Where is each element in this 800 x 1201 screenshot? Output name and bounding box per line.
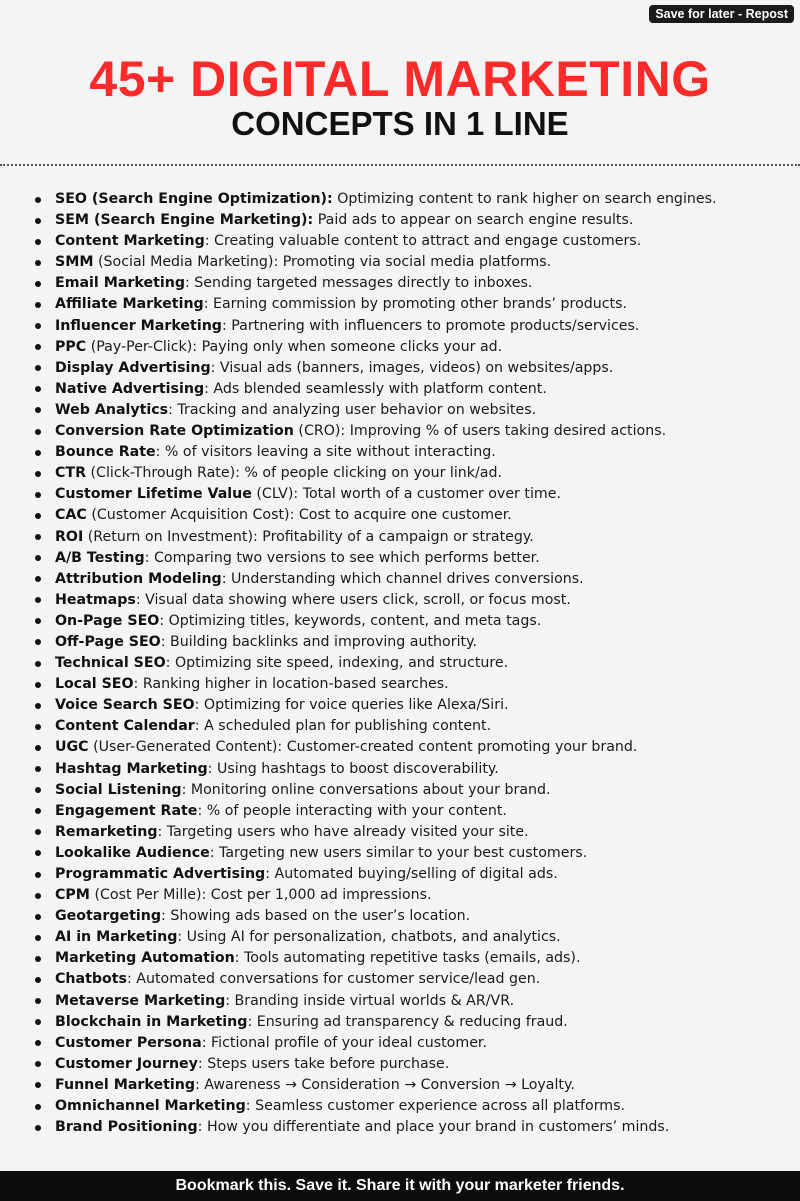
bullet-icon bbox=[35, 365, 41, 371]
concept-description: (Return on Investment): Profitability of a campaign or strategy. bbox=[83, 528, 534, 545]
concept-description: : Branding inside virtual worlds & AR/VR. bbox=[225, 992, 515, 1009]
list-item bbox=[0, 716, 800, 737]
concept-term: ROI bbox=[55, 528, 84, 545]
concept-description: : Monitoring online conversations about your brand. bbox=[181, 781, 551, 798]
concept-term: Content Marketing bbox=[55, 233, 205, 250]
concept-description: : Optimizing titles, keywords, content, and meta tags. bbox=[159, 612, 542, 629]
save-for-later-badge: Save for later - Repost bbox=[649, 5, 794, 23]
bullet-icon bbox=[35, 260, 41, 266]
bullet-icon bbox=[35, 724, 41, 730]
concept-term: Programmatic Advertising bbox=[55, 866, 266, 882]
bullet-icon bbox=[35, 703, 41, 709]
bullet-icon bbox=[35, 850, 41, 856]
page-subtitle: CONCEPTS IN 1 LINE bbox=[231, 105, 569, 142]
concept-description: : Creating valuable content to attract and engage customers. bbox=[204, 233, 642, 250]
bullet-icon bbox=[35, 914, 41, 920]
concept-description: (CLV): Total worth of a customer over time. bbox=[251, 486, 561, 503]
concept-term: Display Advertising bbox=[55, 359, 211, 376]
list-item bbox=[0, 590, 800, 611]
concept-description: : Tracking and analyzing user behavior on websites. bbox=[168, 401, 537, 418]
list-item bbox=[0, 1012, 800, 1033]
bullet-icon bbox=[35, 492, 41, 498]
concept-term: SEM (Search Engine Marketing): bbox=[55, 212, 314, 229]
concept-description: : Automated buying/selling of digital ads. bbox=[265, 866, 558, 882]
concept-description: : Sending targeted messages directly to inboxes. bbox=[184, 275, 533, 292]
concept-term: Content Calendar bbox=[55, 718, 195, 735]
bullet-icon bbox=[35, 618, 41, 624]
concept-term: Customer Journey bbox=[55, 1055, 198, 1072]
concept-term: A/B Testing bbox=[55, 549, 145, 566]
list-item bbox=[0, 442, 800, 463]
concept-description: : How you differentiate and place your brand in customers’ minds. bbox=[197, 1119, 670, 1136]
list-item bbox=[0, 484, 800, 505]
concept-term: Metaverse Marketing bbox=[55, 992, 226, 1009]
list-item bbox=[0, 611, 800, 632]
concept-term: Hashtag Marketing bbox=[55, 760, 208, 777]
list-item bbox=[0, 991, 800, 1012]
list-item bbox=[0, 759, 800, 780]
list-item bbox=[0, 358, 800, 379]
list-item bbox=[0, 1096, 800, 1117]
concept-term: On-Page SEO bbox=[55, 612, 160, 629]
list-item bbox=[0, 822, 800, 843]
concept-term: Voice Search SEO bbox=[55, 697, 195, 714]
concept-term: Web Analytics bbox=[55, 401, 169, 418]
concept-term: Engagement Rate bbox=[55, 802, 198, 819]
concept-description: Optimizing content to rank higher on search engines. bbox=[332, 191, 717, 207]
bullet-icon bbox=[35, 639, 41, 645]
list-item bbox=[0, 400, 800, 421]
concept-description: : Ranking higher in location-based searches. bbox=[133, 676, 449, 693]
concept-term: Customer Lifetime Value bbox=[55, 486, 252, 503]
concept-description: : Ads blended seamlessly with platform content. bbox=[204, 380, 547, 397]
bullet-icon bbox=[35, 1125, 41, 1131]
concept-term: Attribution Modeling bbox=[55, 570, 222, 587]
concept-description: : Visual data showing where users click, scroll, or focus most. bbox=[135, 591, 571, 608]
list-item bbox=[0, 948, 800, 969]
bullet-icon bbox=[35, 302, 41, 308]
list-item bbox=[0, 780, 800, 801]
list-item bbox=[0, 210, 800, 231]
list-item bbox=[0, 231, 800, 252]
list-item bbox=[0, 801, 800, 822]
bullet-icon bbox=[35, 450, 41, 456]
bullet-icon bbox=[35, 787, 41, 793]
list-item bbox=[0, 969, 800, 990]
concept-term: PPC bbox=[55, 338, 87, 355]
concept-description: : Tools automating repetitive tasks (emails, ads). bbox=[234, 950, 581, 967]
list-item bbox=[0, 569, 800, 590]
concept-description: : Optimizing site speed, indexing, and structure. bbox=[165, 655, 509, 672]
list-item bbox=[0, 421, 800, 442]
list-item bbox=[0, 548, 800, 569]
concept-term: Bounce Rate bbox=[55, 444, 156, 461]
concept-description: (User-Generated Content): Customer-created content promoting your brand. bbox=[88, 739, 638, 756]
bullet-icon bbox=[35, 323, 41, 329]
list-item bbox=[0, 632, 800, 653]
concept-term: Omnichannel Marketing bbox=[55, 1098, 246, 1115]
bullet-icon bbox=[35, 1040, 41, 1046]
bullet-icon bbox=[35, 597, 41, 603]
concept-term: Customer Persona bbox=[55, 1034, 202, 1051]
bullet-icon bbox=[35, 1104, 41, 1110]
bullet-icon bbox=[35, 407, 41, 413]
concept-description: : Optimizing for voice queries like Alexa/Siri. bbox=[194, 697, 509, 714]
concept-term: Heatmaps bbox=[55, 591, 136, 608]
concept-term: Conversion Rate Optimization bbox=[55, 423, 294, 440]
concept-term: Technical SEO bbox=[55, 655, 166, 672]
concept-term: Marketing Automation bbox=[55, 950, 235, 967]
concept-description: : % of visitors leaving a site without interacting. bbox=[155, 444, 496, 461]
concept-description: (CRO): Improving % of users taking desired actions. bbox=[293, 423, 667, 440]
concept-term: UGC bbox=[55, 739, 89, 756]
concept-term: Social Listening bbox=[55, 781, 182, 798]
bullet-icon bbox=[35, 998, 41, 1004]
bullet-icon bbox=[35, 218, 41, 224]
list-item bbox=[0, 337, 800, 358]
bullet-icon bbox=[35, 829, 41, 835]
bullet-icon bbox=[35, 766, 41, 772]
concept-description: : Visual ads (banners, images, videos) on websites/apps. bbox=[210, 359, 614, 376]
concept-description: : Using hashtags to boost discoverability. bbox=[207, 760, 499, 777]
bullet-icon bbox=[35, 281, 41, 287]
list-item bbox=[0, 273, 800, 294]
concept-description: : Seamless customer experience across all platforms. bbox=[245, 1098, 626, 1115]
concept-description: : Targeting new users similar to your best customers. bbox=[209, 844, 588, 861]
concept-description: : Automated conversations for customer service/lead gen. bbox=[127, 971, 541, 988]
bullet-icon bbox=[35, 872, 41, 878]
concept-term: SMM bbox=[55, 254, 94, 271]
concept-description: : Using AI for personalization, chatbots, and analytics. bbox=[177, 929, 561, 946]
bullet-icon bbox=[35, 429, 41, 435]
bullet-icon bbox=[35, 386, 41, 392]
concept-term: SEO (Search Engine Optimization): bbox=[55, 191, 333, 207]
bullet-icon bbox=[35, 1061, 41, 1067]
concept-description: : Partnering with influencers to promote products/services. bbox=[221, 317, 640, 334]
concept-description: (Click-Through Rate): % of people clicking on your link/ad. bbox=[86, 465, 502, 482]
concept-term: CPM bbox=[55, 887, 90, 904]
bullet-icon bbox=[35, 956, 41, 962]
list-item bbox=[0, 189, 800, 210]
concept-term: Funnel Marketing bbox=[55, 1076, 195, 1093]
list-item bbox=[0, 1033, 800, 1054]
bullet-icon bbox=[35, 935, 41, 941]
concept-description: : Steps users take before purchase. bbox=[197, 1055, 450, 1072]
concept-description: : Earning commission by promoting other brands’ products. bbox=[203, 296, 628, 313]
concept-term: Off-Page SEO bbox=[55, 633, 161, 650]
bullet-icon bbox=[35, 555, 41, 561]
concept-description: : Understanding which channel drives conversions. bbox=[221, 570, 584, 587]
concept-description: : Targeting users who have already visited your site. bbox=[157, 823, 529, 840]
concept-list bbox=[0, 189, 800, 1138]
bullet-icon bbox=[35, 893, 41, 899]
bullet-icon bbox=[35, 513, 41, 519]
list-item bbox=[0, 737, 800, 758]
list-item bbox=[0, 885, 800, 906]
bullet-icon bbox=[35, 808, 41, 814]
concept-term: CAC bbox=[55, 507, 87, 524]
concept-description: : Awareness → Consideration → Conversion → Loyalty. bbox=[194, 1076, 575, 1093]
concept-description: : Building backlinks and improving authority. bbox=[160, 633, 477, 650]
concept-description: : Showing ads based on the user’s location. bbox=[161, 908, 471, 925]
list-item bbox=[0, 906, 800, 927]
bullet-icon bbox=[35, 239, 41, 245]
list-item bbox=[0, 1054, 800, 1075]
list-item bbox=[0, 927, 800, 948]
concept-description: (Cost Per Mille): Cost per 1,000 ad impressions. bbox=[89, 887, 432, 904]
list-item bbox=[0, 1117, 800, 1138]
list-item bbox=[0, 653, 800, 674]
bullet-icon bbox=[35, 661, 41, 667]
bullet-icon bbox=[35, 682, 41, 688]
bullet-icon bbox=[35, 471, 41, 477]
concept-term: AI in Marketing bbox=[55, 929, 178, 946]
footer-banner: Bookmark this. Save it. Share it with your marketer friends. bbox=[0, 1171, 800, 1201]
concept-term: Geotargeting bbox=[55, 908, 162, 925]
list-item bbox=[0, 252, 800, 273]
list-item bbox=[0, 843, 800, 864]
concept-term: Local SEO bbox=[55, 676, 134, 693]
list-item bbox=[0, 294, 800, 315]
bullet-icon bbox=[35, 344, 41, 350]
concept-description: : Fictional profile of your ideal customer. bbox=[201, 1034, 487, 1051]
bullet-icon bbox=[35, 197, 41, 203]
list-item bbox=[0, 527, 800, 548]
concept-description: : A scheduled plan for publishing content. bbox=[194, 718, 492, 735]
bullet-icon bbox=[35, 534, 41, 540]
page-title: 45+ DIGITAL MARKETING bbox=[89, 51, 711, 107]
dotted-divider bbox=[0, 164, 800, 166]
concept-term: Affiliate Marketing bbox=[55, 296, 204, 313]
list-item bbox=[0, 505, 800, 526]
list-item bbox=[0, 674, 800, 695]
concept-description: : Ensuring ad transparency & reducing fraud. bbox=[247, 1013, 568, 1030]
concept-term: Blockchain in Marketing bbox=[55, 1013, 248, 1030]
list-item bbox=[0, 316, 800, 337]
bullet-icon bbox=[35, 977, 41, 983]
bullet-icon bbox=[35, 745, 41, 751]
concept-description: (Social Media Marketing): Promoting via social media platforms. bbox=[93, 254, 552, 271]
concept-term: CTR bbox=[55, 465, 87, 482]
concept-description: : % of people interacting with your content. bbox=[197, 802, 507, 819]
concept-term: Influencer Marketing bbox=[55, 317, 222, 334]
concept-term: Brand Positioning bbox=[55, 1119, 198, 1136]
concept-description: : Comparing two versions to see which performs better. bbox=[144, 549, 540, 566]
bullet-icon bbox=[35, 1082, 41, 1088]
list-item bbox=[0, 379, 800, 400]
concept-term: Remarketing bbox=[55, 823, 158, 840]
bullet-icon bbox=[35, 576, 41, 582]
list-item bbox=[0, 1075, 800, 1096]
bullet-icon bbox=[35, 1019, 41, 1025]
list-item bbox=[0, 864, 800, 885]
concept-description: (Pay-Per-Click): Paying only when someone clicks your ad. bbox=[86, 338, 503, 355]
concept-term: Lookalike Audience bbox=[55, 844, 210, 861]
concept-term: Native Advertising bbox=[55, 380, 205, 397]
concept-term: Chatbots bbox=[55, 971, 127, 988]
list-item bbox=[0, 695, 800, 716]
list-item bbox=[0, 463, 800, 484]
concept-description: Paid ads to appear on search engine results. bbox=[313, 212, 634, 229]
concept-description: (Customer Acquisition Cost): Cost to acquire one customer. bbox=[86, 507, 512, 524]
concept-term: Email Marketing bbox=[55, 275, 185, 292]
